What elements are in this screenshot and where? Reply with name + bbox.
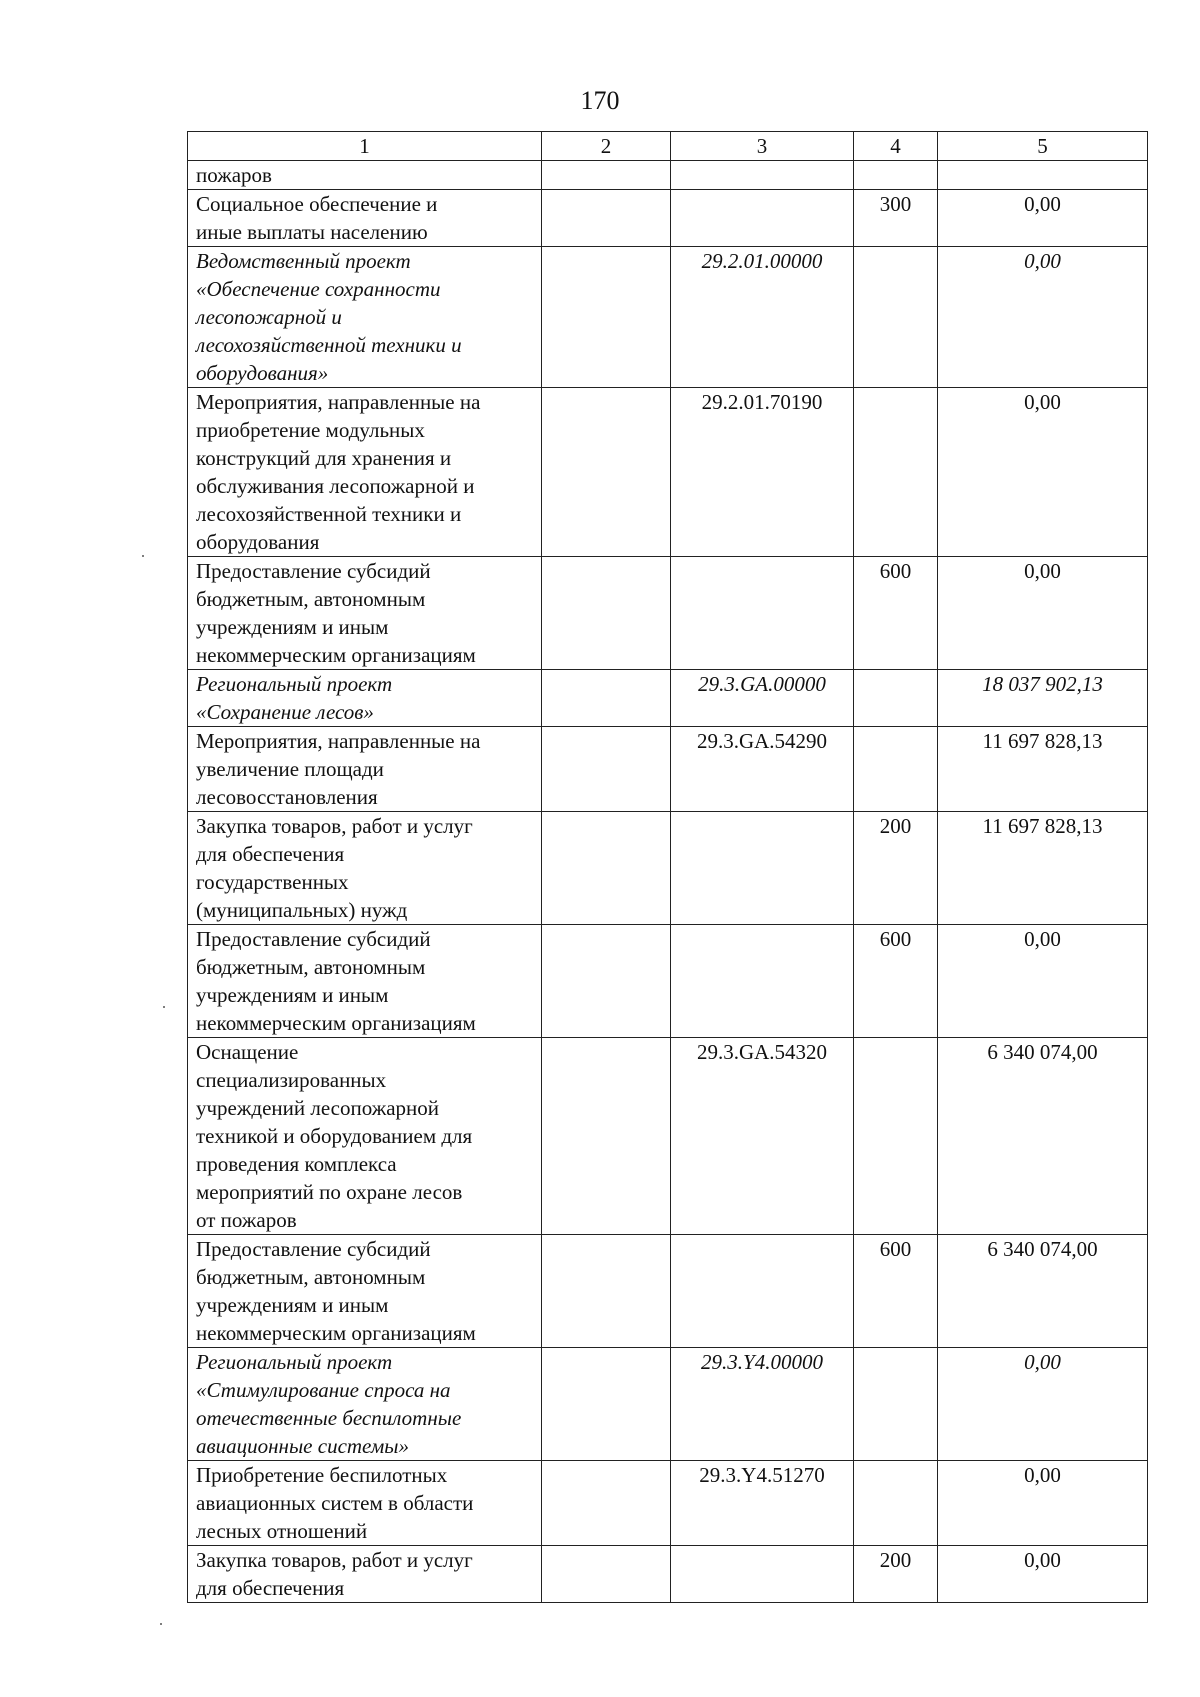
row-amount-text: 0,00: [1024, 559, 1061, 583]
row-name-cell: [188, 247, 542, 388]
row-col2-cell: [542, 1235, 671, 1348]
row-code-cell: [671, 1235, 854, 1348]
row-name-text: Ведомственный проект «Обеспечение сохранности лесопожарной и лесохозяйственной техники и оборудования»: [196, 249, 462, 385]
table-row: [188, 1235, 1148, 1348]
row-name-text: Региональный проект «Сохранение лесов»: [196, 672, 393, 724]
column-header-3: 3: [671, 132, 854, 161]
row-col2-cell: [542, 1461, 671, 1546]
row-name-cell: [188, 1348, 542, 1461]
row-amount-text: 11 697 828,13: [982, 729, 1103, 753]
row-col2-cell: [542, 1546, 671, 1603]
row-amount-cell: [938, 812, 1148, 925]
row-name-text: Мероприятия, направленные на увеличение площади лесовосстановления: [196, 729, 481, 809]
row-col2-cell: [542, 190, 671, 247]
row-code-cell: [671, 727, 854, 812]
row-name-text: Предоставление субсидий бюджетным, автономным учреждениям и иным некоммерческим организациям: [196, 927, 476, 1035]
row-code-cell: [671, 1546, 854, 1603]
row-name-text: Мероприятия, направленные на приобретение модульных конструкций для хранения и обслуживания лесопожарной и лесохозяйственной техники и оборудования: [196, 390, 481, 554]
row-col2-cell: [542, 1348, 671, 1461]
row-code-cell: [671, 1461, 854, 1546]
row-type-cell: [854, 247, 938, 388]
row-amount-cell: [938, 670, 1148, 727]
row-code-text: 29.3.Y4.51270: [699, 1463, 825, 1487]
row-name-cell: [188, 557, 542, 670]
row-name-text: Закупка товаров, работ и услуг для обеспечения: [196, 1548, 473, 1600]
row-amount-text: 6 340 074,00: [987, 1040, 1098, 1064]
row-code-cell: [671, 190, 854, 247]
row-name-cell: [188, 727, 542, 812]
row-amount-text: 0,00: [1024, 192, 1061, 216]
row-amount-cell: [938, 557, 1148, 670]
row-amount-text: 0,00: [1024, 249, 1061, 273]
row-code-cell: [671, 812, 854, 925]
row-col2-cell: [542, 161, 671, 190]
row-type-cell: [854, 1461, 938, 1546]
row-name-text: Приобретение беспилотных авиационных систем в области лесных отношений: [196, 1463, 474, 1543]
row-type-cell: [854, 1546, 938, 1603]
page-number: 170: [580, 86, 620, 115]
row-type-text: 200: [879, 814, 912, 838]
row-type-cell: [854, 925, 938, 1038]
row-col2-cell: [542, 670, 671, 727]
row-col2-cell: [542, 557, 671, 670]
table-row: [188, 1546, 1148, 1603]
row-type-cell: [854, 1348, 938, 1461]
scan-speck: [163, 1006, 165, 1008]
row-name-cell: [188, 388, 542, 557]
row-name-text: Региональный проект «Стимулирование спроса на отечественные беспилотные авиационные системы»: [196, 1350, 462, 1458]
row-name-cell: [188, 1235, 542, 1348]
row-name-cell: [188, 1038, 542, 1235]
row-amount-text: 0,00: [1024, 1548, 1061, 1572]
row-amount-text: 0,00: [1024, 1350, 1061, 1374]
row-type-cell: [854, 1038, 938, 1235]
row-amount-text: 18 037 902,13: [982, 672, 1103, 696]
table-row: [188, 161, 1148, 190]
table-row: [188, 727, 1148, 812]
row-code-cell: [671, 1348, 854, 1461]
row-code-cell: [671, 388, 854, 557]
row-amount-text: 0,00: [1024, 390, 1061, 414]
row-code-cell: [671, 925, 854, 1038]
row-name-cell: [188, 925, 542, 1038]
row-code-text: 29.3.GA.54290: [696, 729, 828, 753]
row-amount-cell: [938, 727, 1148, 812]
column-header-1: 1: [188, 132, 542, 161]
row-amount-cell: [938, 1546, 1148, 1603]
table-row: [188, 925, 1148, 1038]
row-type-cell: [854, 388, 938, 557]
row-name-cell: [188, 812, 542, 925]
column-header-5: 5: [938, 132, 1148, 161]
row-type-cell: [854, 727, 938, 812]
row-col2-cell: [542, 727, 671, 812]
row-code-text: 29.2.01.70190: [701, 390, 823, 414]
row-type-text: 600: [879, 1237, 912, 1261]
row-type-cell: [854, 670, 938, 727]
row-type-text: 600: [879, 559, 912, 583]
row-name-cell: [188, 190, 542, 247]
row-type-cell: [854, 1235, 938, 1348]
row-name-text: пожаров: [196, 163, 272, 187]
row-code-cell: [671, 557, 854, 670]
row-amount-cell: [938, 925, 1148, 1038]
row-name-text: Оснащение специализированных учреждений лесопожарной техникой и оборудованием для проведения комплекса мероприятий по охране лесов от пожаров: [196, 1040, 473, 1232]
row-amount-cell: [938, 161, 1148, 190]
row-type-cell: [854, 161, 938, 190]
row-type-text: 300: [879, 192, 912, 216]
row-type-cell: [854, 812, 938, 925]
row-type-text: 200: [879, 1548, 912, 1572]
row-col2-cell: [542, 812, 671, 925]
row-amount-cell: [938, 1461, 1148, 1546]
scan-speck: [160, 1623, 162, 1625]
row-amount-text: 0,00: [1024, 927, 1061, 951]
row-name-text: Закупка товаров, работ и услуг для обеспечения государственных (муниципальных) нужд: [196, 814, 473, 922]
row-name-text: Предоставление субсидий бюджетным, автономным учреждениям и иным некоммерческим организациям: [196, 559, 476, 667]
row-code-cell: [671, 1038, 854, 1235]
table-row: [188, 1038, 1148, 1235]
row-amount-cell: [938, 190, 1148, 247]
row-amount-cell: [938, 388, 1148, 557]
table-row: [188, 1461, 1148, 1546]
row-col2-cell: [542, 1038, 671, 1235]
row-amount-cell: [938, 1038, 1148, 1235]
row-code-text: 29.3.GA.54320: [696, 1040, 828, 1064]
row-code-text: 29.2.01.00000: [701, 249, 823, 273]
row-code-cell: [671, 670, 854, 727]
row-code-text: 29.3.GA.00000: [698, 672, 826, 696]
row-col2-cell: [542, 925, 671, 1038]
column-header-2: 2: [542, 132, 671, 161]
table-row: [188, 670, 1148, 727]
row-code-cell: [671, 161, 854, 190]
table-row: [188, 812, 1148, 925]
table-header-row: [188, 132, 1148, 161]
row-amount-text: 0,00: [1024, 1463, 1061, 1487]
row-amount-cell: [938, 1235, 1148, 1348]
row-col2-cell: [542, 388, 671, 557]
table-row: [188, 247, 1148, 388]
row-name-cell: [188, 670, 542, 727]
row-amount-cell: [938, 1348, 1148, 1461]
row-type-text: 600: [879, 927, 912, 951]
row-name-cell: [188, 161, 542, 190]
table-row: [188, 190, 1148, 247]
row-amount-text: 11 697 828,13: [982, 814, 1103, 838]
column-header-4: 4: [854, 132, 938, 161]
table-row: [188, 1348, 1148, 1461]
budget-table: [187, 131, 1148, 1603]
table-row: [188, 388, 1148, 557]
row-amount-cell: [938, 247, 1148, 388]
table-row: [188, 557, 1148, 670]
row-type-cell: [854, 190, 938, 247]
row-code-text: 29.3.Y4.00000: [701, 1350, 823, 1374]
row-code-cell: [671, 247, 854, 388]
row-name-text: Социальное обеспечение и иные выплаты населению: [196, 192, 438, 244]
row-type-cell: [854, 557, 938, 670]
row-name-cell: [188, 1546, 542, 1603]
scan-speck: [142, 555, 144, 557]
row-col2-cell: [542, 247, 671, 388]
row-name-text: Предоставление субсидий бюджетным, автономным учреждениям и иным некоммерческим организациям: [196, 1237, 476, 1345]
row-name-cell: [188, 1461, 542, 1546]
row-amount-text: 6 340 074,00: [987, 1237, 1098, 1261]
